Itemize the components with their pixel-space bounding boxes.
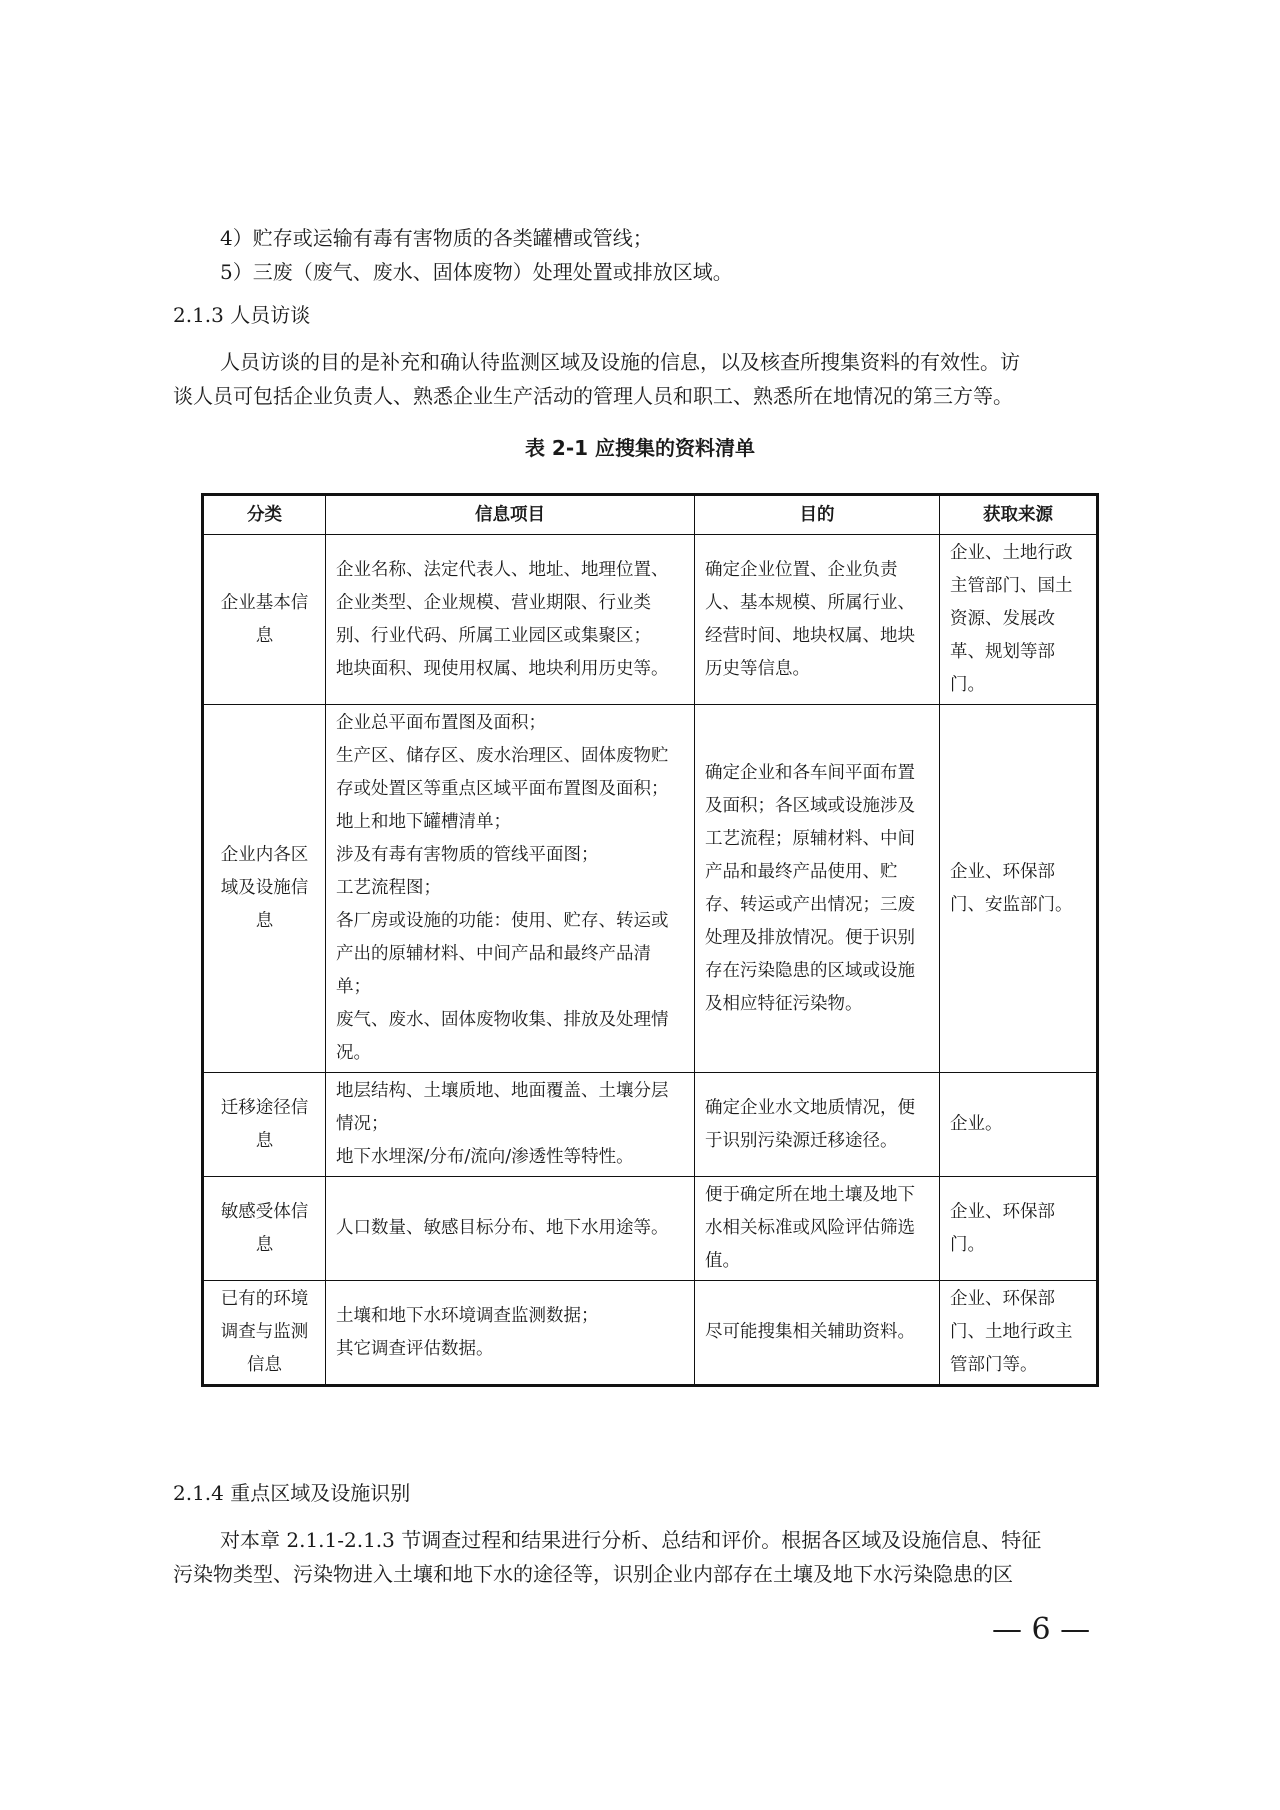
cell-line: 尽可能搜集相关辅助资料。: [705, 1322, 915, 1342]
cell-line: 企业、环保部门。: [950, 1201, 1055, 1255]
cell-line: 域及设施信: [220, 878, 309, 898]
category-cell: [203, 1281, 326, 1386]
category-cell: [203, 535, 326, 705]
cell-line: 生产区、储存区、废水治理区、固体废物贮存或处置区等重点区域平面布置图及面积；: [336, 746, 669, 799]
cell-line: 企业名称、法定代表人、地址、地理位置、企业类型、企业规模、营业期限、行业类别、行业代码、所属工业园区或集聚区；: [336, 559, 669, 646]
cell-line: 已有的环境: [220, 1289, 309, 1309]
cell-line: 人口数量、敏感目标分布、地下水用途等。: [336, 1218, 669, 1238]
cell-line: 息: [255, 911, 274, 931]
purpose-cell: [695, 1073, 940, 1177]
purpose-cell: [695, 1177, 940, 1281]
info-table: [201, 493, 1099, 1387]
list-item-4: 4）贮存或运输有毒有害物质的各类罐槽或管线；: [220, 226, 653, 250]
header-purpose: 目的: [695, 495, 940, 535]
page-number: — 6 —: [992, 1612, 1091, 1647]
source-cell: [940, 1073, 1098, 1177]
source-cell: [940, 705, 1098, 1073]
header-source: 获取来源: [940, 495, 1098, 535]
cell-line: 其它调查评估数据。: [336, 1338, 494, 1359]
list-item-5: 5）三废（废气、废水、固体废物）处理处置或排放区域。: [220, 260, 733, 284]
cell-line: 企业、环保部门、安监部门。: [950, 861, 1073, 915]
cell-line: 确定企业位置、企业负责人、基本规模、所属行业、经营时间、地块权属、地块历史等信息。: [705, 559, 915, 679]
cell-line: 地下水埋深/分布/流向/渗透性等特性。: [336, 1147, 634, 1167]
cell-line: 各厂房或设施的功能：使用、贮存、转运或产出的原辅材料、中间产品和最终产品清单；: [336, 911, 669, 997]
purpose-cell: [695, 535, 940, 705]
cell-line: 息: [255, 625, 274, 646]
cell-line: 企业基本信: [220, 592, 309, 613]
category-cell: [203, 1177, 326, 1281]
purpose-cell: [695, 705, 940, 1073]
cell-line: 信息: [247, 1355, 282, 1375]
cell-line: 企业。: [950, 1114, 1003, 1134]
source-cell: [940, 535, 1098, 705]
cell-line: 企业、土地行政主管部门、国土资源、发展改革、规划等部门。: [950, 543, 1073, 695]
cell-line: 地上和地下罐槽清单；: [336, 812, 511, 832]
cell-line: 确定企业水文地质情况，便于识别污染源迁移途径。: [705, 1097, 915, 1151]
cell-line: 涉及有毒有害物质的管线平面图；: [336, 845, 599, 865]
cell-line: 废气、废水、固体废物收集、排放及处理情况。: [336, 1010, 669, 1063]
paragraph-line: 污染物类型、污染物进入土壤和地下水的途径等，识别企业内部存在土壤及地下水污染隐患的区: [173, 1562, 1013, 1586]
paragraph-line: 人员访谈的目的是补充和确认待监测区域及设施的信息，以及核查所搜集资料的有效性。访: [220, 350, 1020, 374]
table-header-row: [203, 495, 1098, 535]
table-caption: 表 2-1 应搜集的资料清单: [524, 436, 756, 460]
cell-line: 土壤和地下水环境调查监测数据；: [336, 1305, 599, 1326]
paragraph-line: 谈人员可包括企业负责人、熟悉企业生产活动的管理人员和职工、熟悉所在地情况的第三方等。: [173, 384, 1013, 408]
cell-line: 息: [255, 1130, 274, 1151]
cell-line: 调查与监测: [220, 1322, 309, 1342]
cell-line: 息: [255, 1234, 274, 1255]
items-cell: [326, 1177, 695, 1281]
cell-line: 企业总平面布置图及面积；: [336, 713, 546, 733]
cell-line: 便于确定所在地土壤及地下水相关标准或风险评估筛选值。: [705, 1185, 915, 1271]
items-cell: [326, 535, 695, 705]
cell-line: 地块面积、现使用权属、地块利用历史等。: [336, 658, 669, 679]
paragraph-line: 对本章 2.1.1-2.1.3 节调查过程和结果进行分析、总结和评价。根据各区域及设施信息、特征: [220, 1528, 1042, 1552]
cell-line: 敏感受体信: [220, 1201, 309, 1222]
table-row: [203, 705, 1098, 1073]
cell-line: 地层结构、土壤质地、地面覆盖、土壤分层情况；: [336, 1081, 669, 1134]
cell-line: 确定企业和各车间平面布置及面积；各区域或设施涉及工艺流程；原辅材料、中间产品和最终产品使用、贮存、转运或产出情况；三废处理及排放情况。便于识别存在污染隐患的区域或设施及相应特征污染物。: [705, 762, 915, 1014]
header-items: 信息项目: [326, 495, 695, 535]
cell-line: 迁移途径信: [220, 1097, 309, 1118]
cell-line: 企业内各区: [220, 845, 309, 865]
cell-line: 企业、环保部门、土地行政主管部门等。: [950, 1289, 1073, 1375]
category-cell: [203, 1073, 326, 1177]
items-cell: [326, 705, 695, 1073]
items-cell: [326, 1281, 695, 1386]
table-row: [203, 535, 1098, 705]
source-cell: [940, 1281, 1098, 1386]
cell-line: 工艺流程图；: [336, 878, 441, 898]
table-row: [203, 1177, 1098, 1281]
section-heading-2-1-3: 2.1.3 人员访谈: [173, 303, 311, 327]
table-row: [203, 1281, 1098, 1386]
section-heading-2-1-4: 2.1.4 重点区域及设施识别: [173, 1481, 411, 1505]
table-row: [203, 1073, 1098, 1177]
items-cell: [326, 1073, 695, 1177]
purpose-cell: [695, 1281, 940, 1386]
category-cell: [203, 705, 326, 1073]
header-category: 分类: [203, 495, 326, 535]
source-cell: [940, 1177, 1098, 1281]
